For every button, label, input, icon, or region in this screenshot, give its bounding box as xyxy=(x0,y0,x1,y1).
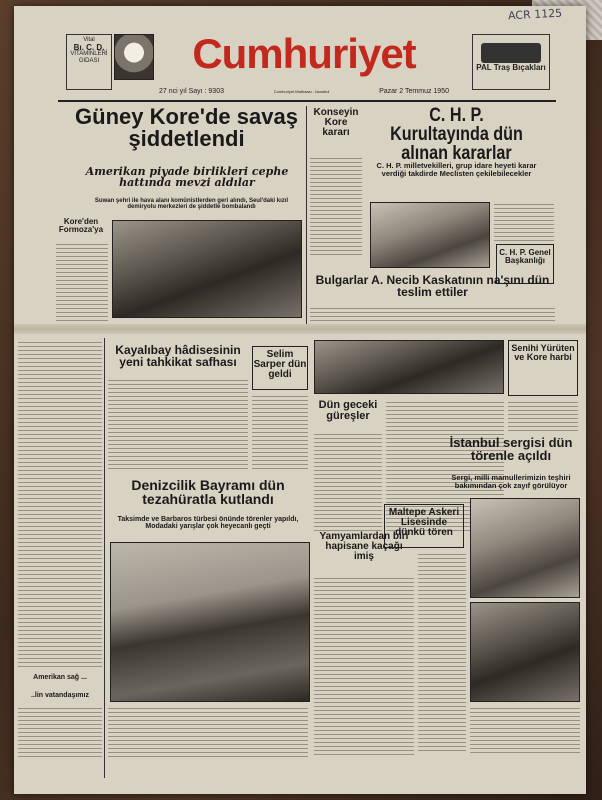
text-formoza xyxy=(56,242,108,322)
text-konsey xyxy=(310,156,362,256)
masthead-fineprint: Cumhuriyet Matbaası - İstanbul xyxy=(273,88,330,94)
headline-maltepe: Maltepe Askeri Lisesinde dünkü tören xyxy=(384,504,464,548)
photo-crowd xyxy=(314,340,504,394)
text-maltepe xyxy=(418,552,466,752)
headline-kayalibay: Kayalıbay hâdisesinin yeni tahkikat safhası xyxy=(115,343,241,369)
headline-selim: Selim Sarper dün geldi xyxy=(252,346,308,390)
text-chp xyxy=(494,202,554,242)
text-guresler xyxy=(314,432,382,532)
headline-chp: C. H. P. Kurultayında dün alınan kararlar xyxy=(390,105,523,164)
subhead-chp: C. H. P. milletvekilleri, grup idare heyeti karar verdiği takdirde Meclisten çekilebilecekler xyxy=(376,161,537,178)
box-chp-genel: C. H. P. Genel Başkanlığı xyxy=(496,244,554,284)
subhead-denizcilik: Taksimde ve Barbaros türbesi önünde törenler yapıldı, Modadaki yarışlar çok heyecanlı geçti xyxy=(117,516,299,530)
headline-denizcilik: Denizcilik Bayramı dün tezahüratla kutlandı xyxy=(131,477,285,507)
column-divider xyxy=(104,338,105,778)
text-senihi xyxy=(508,400,578,432)
headline-formoza: Kore'den Formoza'ya xyxy=(58,217,104,234)
newspaper-page xyxy=(14,6,586,794)
photo-korea-soldiers xyxy=(112,220,302,318)
subhead-korea: Amerikan piyade birlikleri cephe hattında mevzi aldılar xyxy=(85,165,289,189)
headline-guresler: Dün geceki güreşler xyxy=(318,399,378,422)
text-denizcilik xyxy=(108,706,308,758)
photo-chp-congress xyxy=(370,202,490,268)
headline-yamyam: Yamyamlardan biri hapisane kaçağı imiş xyxy=(319,531,409,562)
issue-number: 27 nci yıl Sayı : 9303 xyxy=(159,87,224,95)
razor-logo-icon xyxy=(481,43,541,63)
headline-istanbul-sergi: İstanbul sergisi dün törenle açıldı xyxy=(449,435,573,463)
masthead-rule xyxy=(58,100,556,102)
masthead xyxy=(14,24,586,96)
column-divider xyxy=(306,106,307,324)
ad-razor: PAL Traş Bıçakları xyxy=(472,34,550,90)
headline-left-bottom: Amerikan sağ ... xyxy=(33,674,87,681)
handwritten-note: ACR 1125 xyxy=(507,6,563,23)
lead-korea: Suwan şehri ile hava alanı komünistlerden geri alındı, Seul'daki kızıl demiryolu merkezleri de şiddetle bombalandı xyxy=(94,198,289,210)
dateline xyxy=(159,84,449,98)
photo-sergi-hall xyxy=(470,602,580,702)
ad-vitamin: Vital Bı. C. D. VİTAMİNLERİ GIDASI xyxy=(66,34,112,90)
photo-naval-ceremony xyxy=(110,542,310,702)
headline-konsey: Konseyin Kore kararı xyxy=(313,107,359,138)
text-kayalibay xyxy=(108,378,248,470)
text-left-column xyxy=(18,340,102,670)
subhead-sergi: Sergi, milli mamullerimizin teşhiri bakımından çok zayıf görülüyor xyxy=(451,473,571,490)
issue-date: Pazar 2 Temmuz 1950 xyxy=(379,87,449,95)
text-yamyam xyxy=(314,576,414,756)
text-selim xyxy=(252,394,308,470)
headline-left-bottom-2: ..lin vatandaşımız xyxy=(31,692,89,699)
paper-fold xyxy=(14,324,586,334)
newspaper-title: Cumhuriyet xyxy=(192,30,416,77)
text-sergi xyxy=(470,706,580,756)
ad-portrait-image xyxy=(114,34,154,80)
text-bulgarlar xyxy=(310,306,555,322)
headline-korea: Güney Kore'de savaş şiddetlendi xyxy=(75,104,298,151)
headline-senihi: Senihi Yürüten ve Kore harbi xyxy=(508,340,578,396)
headline-bulgarlar: Bulgarlar A. Necib Kaskatının na'şını dün teslim ettiler xyxy=(315,273,550,299)
photo-sergi-visitors xyxy=(470,498,580,598)
text-left-bottom xyxy=(18,706,102,758)
